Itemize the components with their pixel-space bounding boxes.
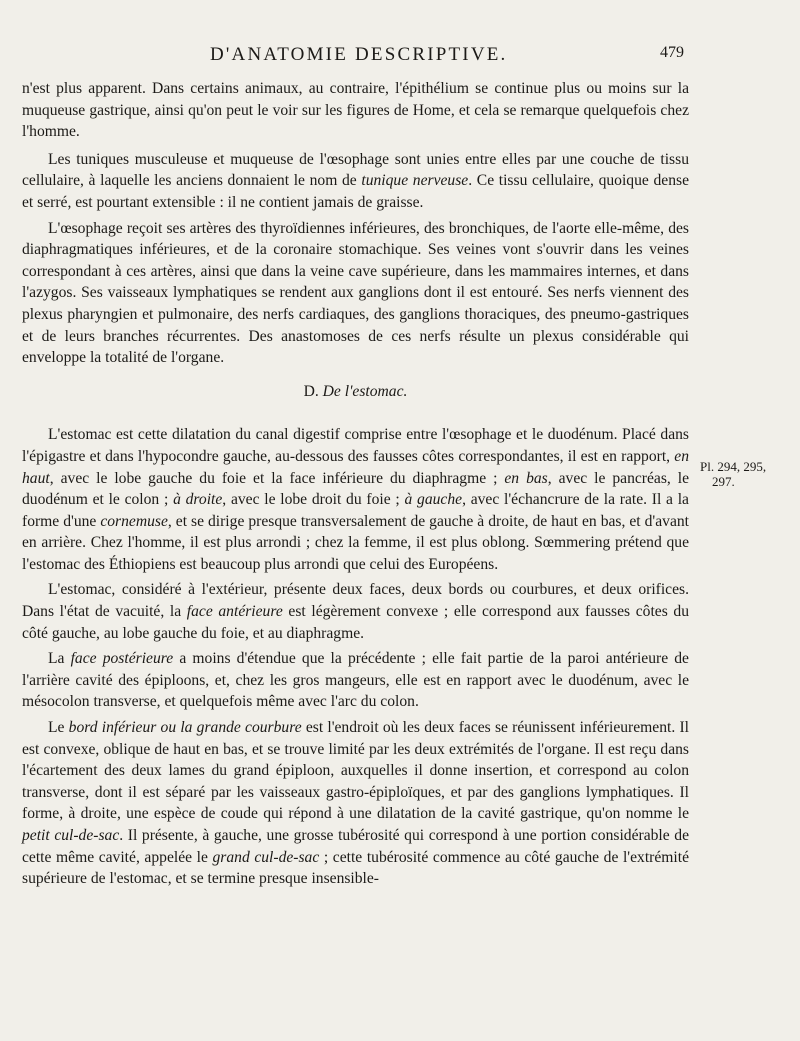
paragraph-epithelium: n'est plus apparent. Dans certains animaux, au contraire, l'épithélium se continue plus ou moins sur la muqueuse gastrique, ainsi qu'on peut le voir sur les figures de Home, et cela se remarque quelquefois chez l'homme. [22, 80, 689, 141]
body-text [22, 78, 689, 894]
section-heading: D. De l'estomac. [303, 382, 408, 400]
paragraph-stomach-intro: L'estomac est cette dilatation du canal digestif comprise entre l'œsophage et le duodénum. Placé dans l'épigastre et dans l'hypocondre gauche, au-dessous des fausses côtes correspondantes, il est en rapport, en haut, avec le lobe gauche du foie et la face inférieure du diaphragme ; en bas, avec le pancréas, le duodénum et le colon ; à droite, avec le lobe droit du foie ; à gauche, avec l'échancrure de la rate. Il a la forme d'une cornemuse, et se dirige presque transversalement de gauche à droite, de haut en bas, et d'avant en arrière. Chez l'homme, il est plus arrondi ; chez la femme, il est plus oblong. Sœmmering prétend que l'estomac des Éthiopiens est beaucoup plus arrondi que celui des Européens. [22, 426, 690, 573]
paragraph-vessels-nerves: L'œsophage reçoit ses artères des thyroïdiennes inférieures, des bronchiques, de l'aorte elle-même, des diaphragmatiques inférieures, et de la coronaire stomachique. Ses veines vont s'ouvrir dans les veines correspondant à ces artères, ainsi que dans la veine cave supérieure, dans les mammaires internes, et dans l'azygos. Ses vaisseaux lymphatiques se rendent aux ganglions dont il est entouré. Ses nerfs viennent des plexus pharyngien et pulmonaire, des nerfs cardiaques, des ganglions thoraciques, des pneumo-gastriques et de leurs branches récurrentes. Des anastomoses de ces nerfs résulte un plexus considérable qui enveloppe la totalité de l'organe. [22, 219, 689, 367]
plate-reference: Pl. 294, 295, 297. [700, 459, 767, 489]
running-title: D'ANATOMIE DESCRIPTIVE. [210, 44, 508, 65]
paragraph-posterior-face: La face postérieure a moins d'étendue que la précédente ; elle fait partie de la paroi antérieure de l'arrière cavité des épiploons, et, chez les gros mangeurs, elle est en rapport avec le duodénum, avec le mésocolon transverse, et quelquefois même avec l'arc du colon. [22, 650, 689, 711]
term-tunique-nerveuse: tunique nerveuse [361, 172, 469, 190]
page-number: 479 [660, 44, 684, 61]
paragraph-tuniques: Les tuniques musculeuse et muqueuse de l'œsophage sont unies entre elles par une couche de tissu cellulaire, à laquelle les anciens donnaient le nom de tunique nerveuse. Ce tissu cellulaire, quoique dense et serré, est pourtant extensible : il ne contient jamais de graisse. [22, 150, 689, 211]
paragraph-exterior: L'estomac, considéré à l'extérieur, présente deux faces, deux bords ou courbures, et deux orifices. Dans l'état de vacuité, la face antérieure est légèrement convexe ; elle correspond aux fausses côtes du côté gauche, au lobe gauche du foie, et au diaphragme. [22, 581, 689, 642]
paragraph-lower-border: Le bord inférieur ou la grande courbure est l'endroit où les deux faces se réunissent inférieurement. Il est convexe, oblique de haut en bas, et se trouve limité par les deux extrémités de l'organe. Il est reçu dans l'écartement des deux lames du grand épiploon, auxquelles il donne insertion, et correspond au colon transverse, dont il est séparé par les vaisseaux gastro-épiploïques, et par des ganglions lymphatiques. Il forme, à droite, une espèce de coude qui répond à une dilatation de la cavité gastrique, qu'on nomme le petit cul-de-sac. Il présente, à gauche, une grosse tubérosité qui correspond à une portion considérable de cette même cavité, appelée le grand cul-de-sac ; cette tubérosité commence au côté gauche de l'extrémité supérieure de l'estomac, et se termine presque insensible- [22, 719, 689, 888]
running-head [0, 44, 800, 68]
